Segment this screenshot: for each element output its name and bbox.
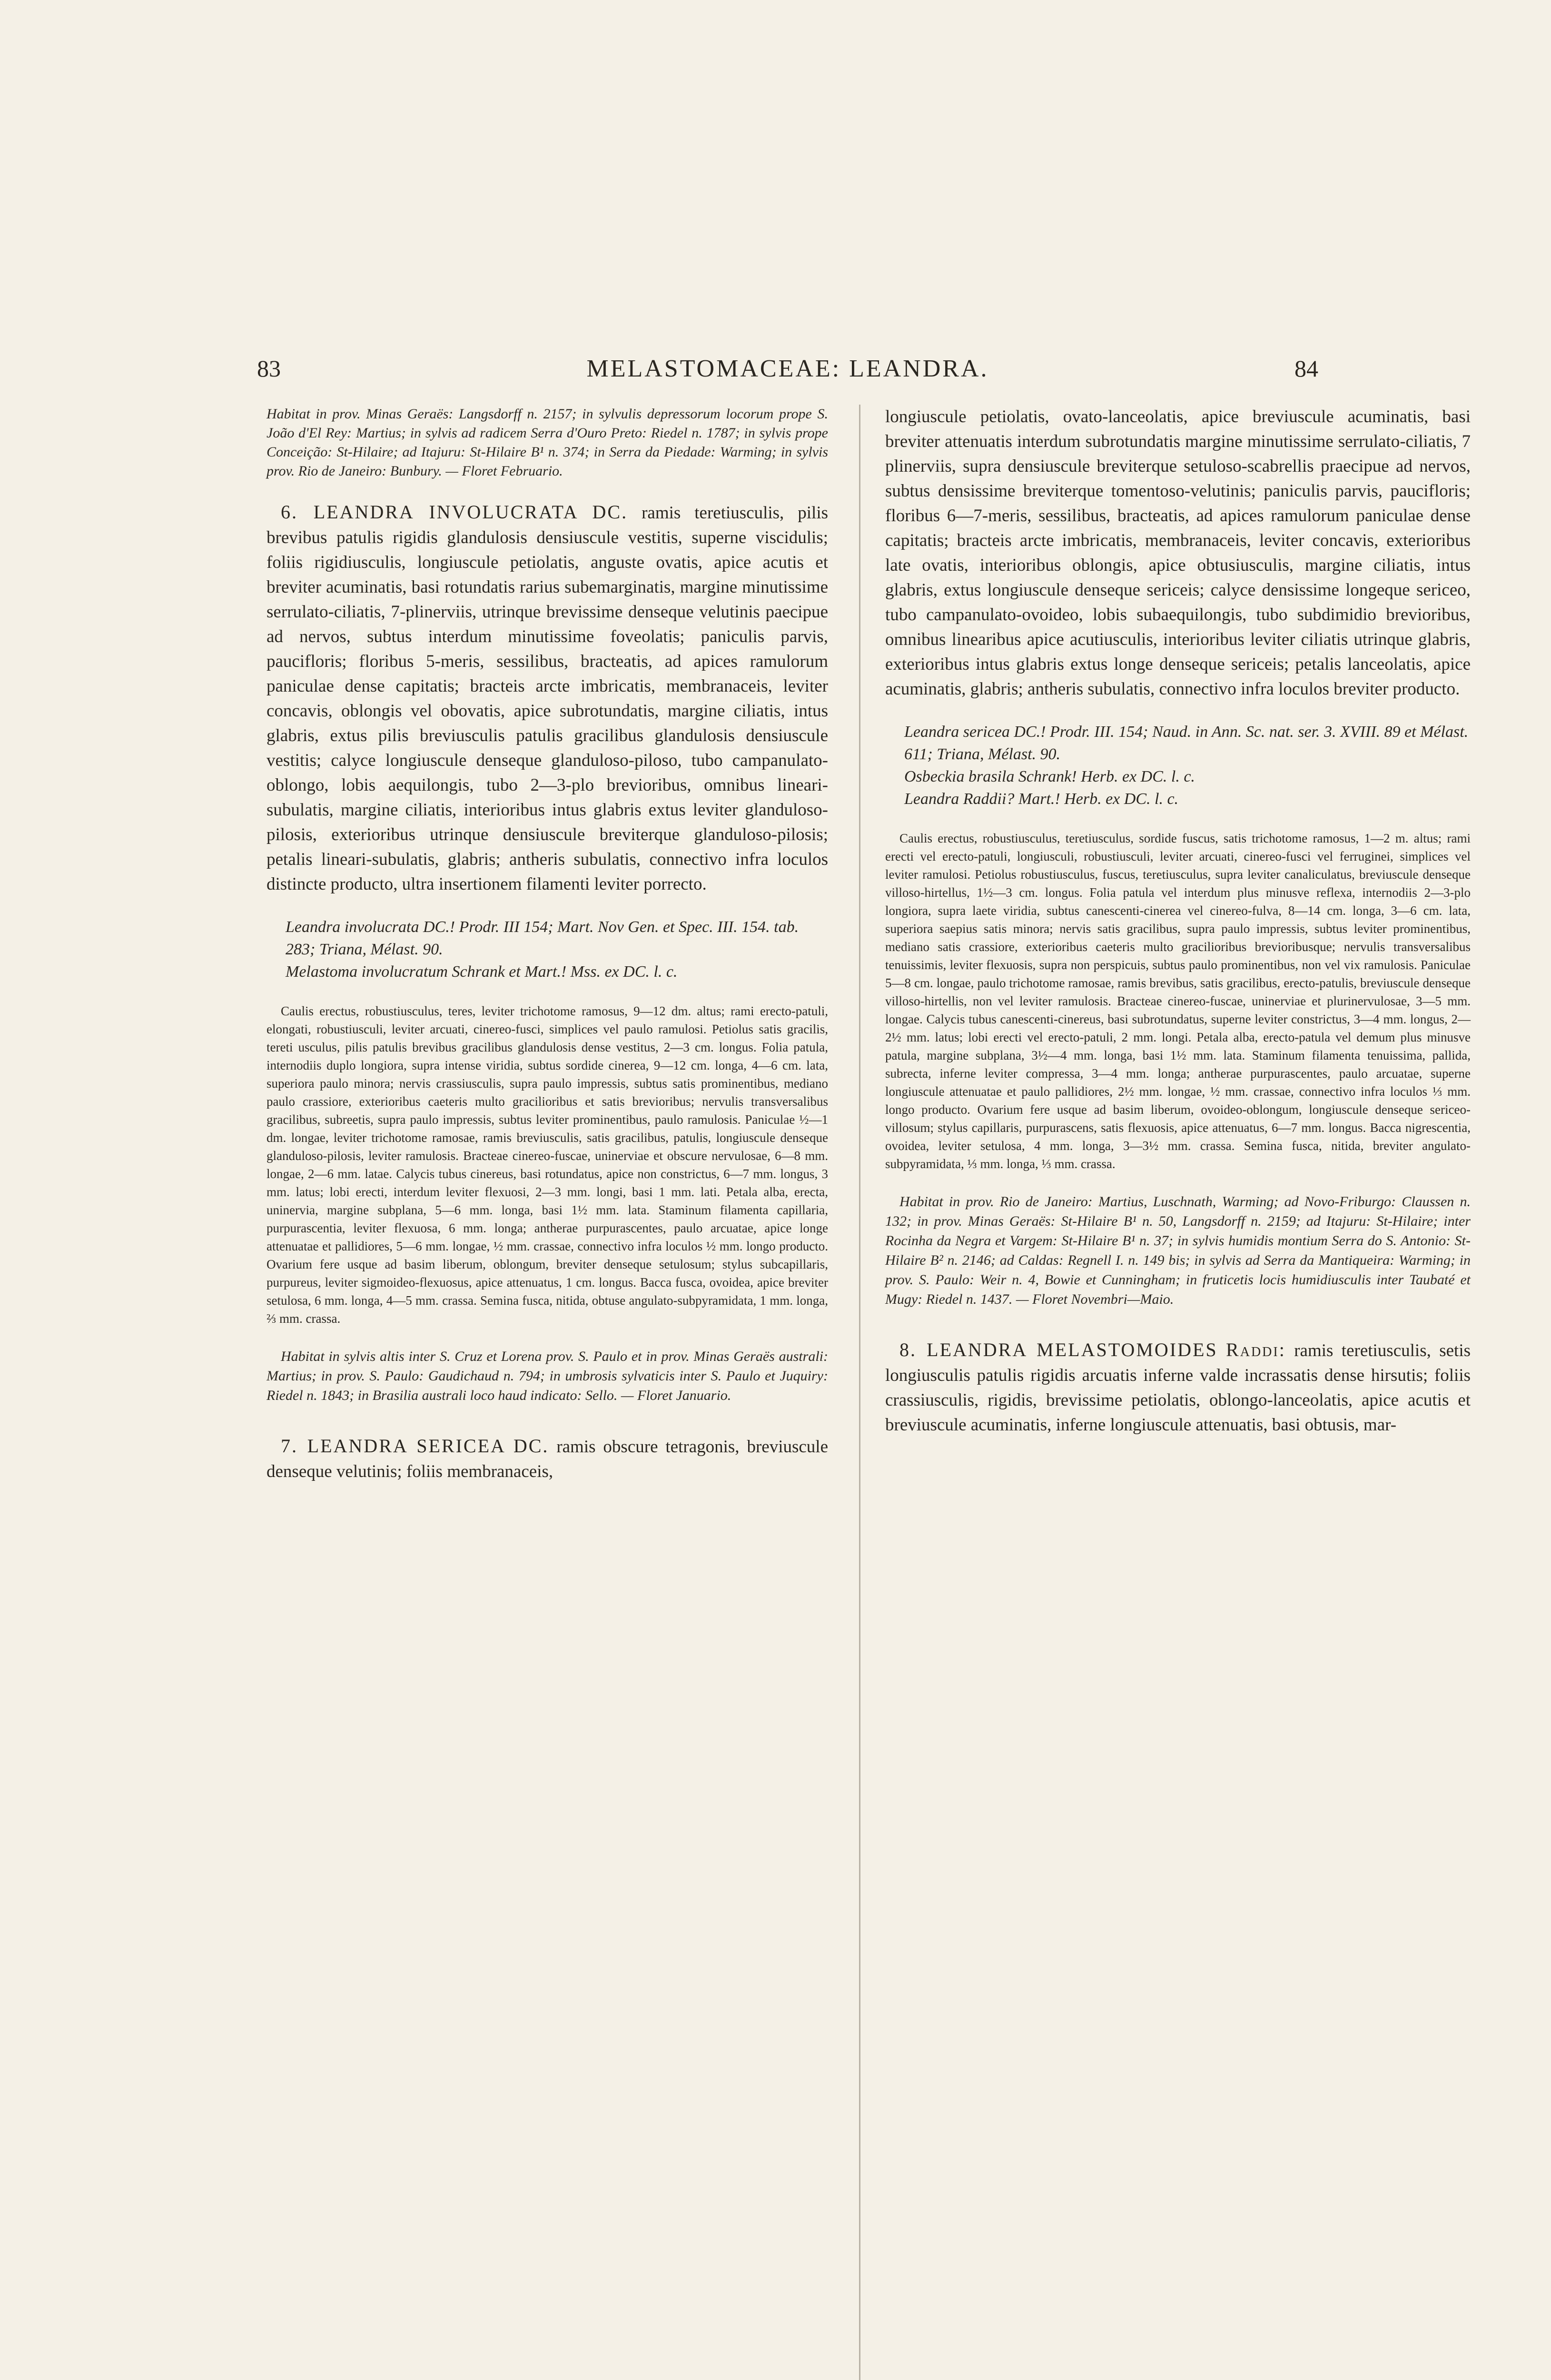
species-6-habitat: Habitat in sylvis altis inter S. Cruz et Lorena prov. S. Paulo et in prov. Minas Geraës australi: Martius; in prov. S. Paulo: Gaudichaud n. 794; in umbrosis sylvaticis inter S. Paulo et Juquiry: Riedel n. 1843; in Brasilia australi loco haud indicato: Sello. — Floret Januario. (267, 1349, 828, 1403)
species-8-text: ramis teretiusculis, setis longiusculis patulis rigidis arcuatis inferne valde incrassatis dense hirsutis; foliis crassiusculis, rigidis, brevissime petiolatis, oblongo-lanceolatis, apice acutis et breviuscule acuminatis, inferne longiuscule attenuatis, basi obtusis, mar- (885, 1341, 1471, 1435)
column-divider (859, 405, 860, 2380)
left-column (267, 405, 828, 1484)
synonym-line: Osbeckia brasila Schrank! Herb. ex DC. l. c. (904, 768, 1195, 785)
species-6-description: Caulis erectus, robustiusculus, teres, leviter trichotome ramosus, 9—12 dm. altus; rami erecto-patuli, elongati, robustiusculi, leviter arcuati, cinereo-fusci, simplices vel paulo ramulosi. Petiolus satis gracilis, tereti usculus, pilis patulis brevibus gracilibus glandulosis dense vestitus, 2—3 cm. longus. Folia patula, internodiis duplo longiora, supra intense viridia, subtus sordide cinerea, 9—12 cm. longa, 4—6 cm. lata, superiora paulo minora; nervis crassiusculis, supra paulo impressis, subtus satis prominentibus, mediano paulo crassiore, exterioribus caeteris multo gracilioribus et satis brevioribus; nervulis transversalibus gracilibus, subreetis, supra paulo impressis, subtus leviter prominentibus, paulo ramulosis. Paniculae ½—1 dm. longae, leviter trichotome ramosae, ramis breviusculis, satis gracilibus, patulis, longiuscule denseque glanduloso-pilosis, leviter ramulosis. Bracteae cinereo-fuscae, uninerviae et obscure nervulosae, 6—8 mm. longae, 2—6 mm. latae. Calycis tubus cinereus, basi rotundatus, apice non constrictus, 6—7 mm. longus, 3 mm. latus; lobi erecti, interdum leviter flexuosi, 2—3 mm. longi, basi 1 mm. lati. Petala alba, erecta, uninervia, margine subplana, 5—6 mm. longa, basi 1½ mm. lata. Staminum filamenta capillaria, purpurascentia, leviter flexuosa, 6 mm. longa; antherae purpurascentes, paulo arcuatae, apice longe attenuatae et pallidiores, 5—6 mm. longae, ½ mm. crassae, connectivo infra loculos ½ mm. longo producto. Ovarium fere usque ad basim liberum, oblongum, breviter denseque setulosum; stylus subcapillaris, purpureus, leviter sigmoideo-flexuosus, apice attenuatus, 1 cm. longus. Bacca fusca, ovoidea, apice breviter setulosa, 6 mm. longa, 4—5 mm. crassa. Semina fusca, nitida, obtuse angulato-subpyramidata, 1 mm. longa, ⅔ mm. crassa. (267, 1004, 828, 1326)
species-7-habitat: Habitat in prov. Rio de Janeiro: Martius, Luschnath, Warming; ad Novo-Friburgo: Claussen n. 132; in prov. Minas Geraës: St-Hilaire B¹ n. 50, Langsdorff n. 2159; ad Itajuru: St-Hilaire; inter Rocinha da Negra et Vargem: St-Hilaire B¹ n. 37; in sylvis humidis montium Serra do S. Antonio: St-Hilaire B² n. 2146; ad Caldas: Regnell I. n. 149 bis; in sylvis ad Serra da Mantiqueira: Warming; in prov. S. Paulo: Weir n. 4, Bowie et Cunningham; in fruticetis locis humidiusculis inter Taubaté et Mugy: Riedel n. 1437. — Floret Novembri—Maio. (885, 1194, 1471, 1307)
species-7-diagnosis-continued: longiuscule petiolatis, ovato-lanceolatis, apice breviuscule acuminatis, basi breviter attenuatis interdum subrotundatis margine minutissime serrulato-ciliatis, 7 plinerviis, supra densiuscule breviterque setuloso-scabrellis praecipue ad nervos, subtus densissime breviterque tomentoso-velutinis; paniculis parvis, paucifloris; floribus 6—7-meris, sessilibus, bracteatis, ad apices ramulorum paniculae dense capitatis; bracteis arcte imbricatis, membranaceis, leviter concavis, exterioribus late ovatis, interioribus oblongis, apice obtusiusculis, margine ciliatis, intus glabris, extus longiuscule denseque sericeis; calyce densissime longeque sericeo, tubo campanulato-ovoideo, lobis subaequilongis, tubo subdimidio brevioribus, omnibus linearibus apice acutiusculis, interioribus leviter ciliatis utrinque glabris, exterioribus intus glabris extus longe denseque sericeis; petalis lanceolatis, apice acuminatis, glabris; antheris subulatis, connectivo infra loculos breviter producto. (885, 407, 1471, 699)
species-7-description: Caulis erectus, robustiusculus, teretiusculus, sordide fuscus, satis trichotome ramosus, 1—2 m. altus; rami erecti vel erecto-patuli, longiusculi, robustiusculi, leviter arcuati, cinereo-fusci vel ferruginei, simplices vel leviter ramulosi. Petiolus robustiusculus, fuscus, teretiusculus, supra leviter canaliculatus, breviuscule denseque villoso-hirtellus, 1½—3 cm. longus. Folia patula vel interdum plus minusve reflexa, internodiis 2—3-plo longiora, supra laete viridia, subtus canescenti-cinerea vel cinereo-fulva, 8—14 cm. longa, 3—6 cm. lata, superiora saepius satis minora; nervis satis gracilibus, supra paulo impressis, subtus leviter prominentibus, mediano satis crassiore, exterioribus caeteris multo gracilioribus brevioribusque; nervulis transversalibus tenuissimis, leviter flexuosis, supra non perspicuis, subtus paulo prominentibus, non vel vix ramulosis. Paniculae 5—8 cm. longae, paulo trichotome ramosae, ramis brevibus, satis gracilibus, erecto-patulis, breviuscule denseque villoso-hirtellis, non vel leviter ramulosis. Bracteae cinereo-fuscae, uninerviae et plurinervulosae, 3—5 mm. longae. Calycis tubus canescenti-cinereus, basi subrotundatus, superne leviter constrictus, 3—4 mm. longus, 2—2½ mm. latus; lobi erecti vel erecto-patuli, 2 mm. longi. Petala alba, erecto-patula vel demum plus minusve patula, margine subplana, 3½—4 mm. longa, basi 1½ mm. lata. Staminum filamenta tenuissima, pallida, subrecta, inferne leviter compressa, 3—4 mm. longa; antherae purpurascentes, paulo arcuatae, superne longiuscule attenuatae et paulo pallidiores, 2½ mm. longae, ½ mm. crassae, connectivo infra loculos ⅓ mm. longo producto. Ovarium fere usque ad basim liberum, ovoideo-oblongum, longiuscule denseque sericeo-villosum; stylus capillaris, purpurascens, satis flexuosis, apice attenuatus, 6—7 mm. longus. Bacca nigrescentia, ovoidea, leviter setulosa, 4 mm. longa, 3—3½ mm. crassa. Semina fusca, nitida, breviter angulato-subpyramidata, ⅓ mm. longa, ⅓ mm. crassa. (885, 831, 1471, 1171)
species-6-author: DC. (592, 501, 628, 523)
species-8-diagnosis (885, 1338, 1471, 1438)
page-number-right: 84 (1294, 355, 1318, 382)
page-header (257, 355, 1318, 393)
species-6-heading: 6. LEANDRA INVOLUCRATA (281, 501, 579, 523)
species-7-synonyms (904, 721, 1471, 810)
synonym-line: Leandra involucrata DC.! Prodr. III 154; Mart. Nov Gen. et Spec. III. 154. tab. 283; Triana, Mélast. 90. (286, 918, 799, 958)
right-column (885, 405, 1471, 1438)
synonym-line: Leandra Raddii? Mart.! Herb. ex DC. l. c. (904, 790, 1179, 808)
species-7-heading: 7. LEANDRA SERICEA (281, 1435, 506, 1457)
synonym-line: Leandra sericea DC.! Prodr. III. 154; Naud. in Ann. Sc. nat. ser. 3. XVIII. 89 et Mélast. 611; Triana, Mélast. 90. (904, 723, 1469, 763)
species-7-diagnosis (267, 1434, 828, 1484)
species-7-text: ramis obscure tetragonis, breviuscule denseque velutinis; foliis membranaceis, (267, 1437, 829, 1481)
species-6-diagnosis (267, 500, 828, 897)
species-8-author: Raddi: (1226, 1339, 1286, 1360)
page-number-left: 83 (257, 355, 281, 382)
running-title: MELASTOMACEAE: LEANDRA. (586, 355, 989, 382)
synonym-line: Melastoma involucratum Schrank et Mart.! Mss. ex DC. l. c. (286, 963, 678, 981)
species-6-synonyms (286, 916, 828, 983)
habitat-paragraph: Habitat in prov. Minas Geraës: Langsdorff n. 2157; in sylvulis depressorum locorum prope S. João d'El Rey: Martius; in sylvis ad radicem Serra d'Ouro Preto: Riedel n. 1787; in sylvis prope Conceição: St-Hilaire; ad Itajuru: St-Hilaire B¹ n. 374; in Serra da Piedade: Warming; in sylvis prov. Rio de Janeiro: Bunbury. — Floret Februario. (267, 406, 828, 479)
species-7-author: DC. (513, 1435, 549, 1457)
species-8-heading: 8. LEANDRA MELASTOMOIDES (899, 1339, 1218, 1360)
species-6-text: ramis teretiusculis, pilis brevibus patulis rigidis glandulosis densiuscule vestitis, superne viscidulis; foliis rigidiusculis, longiuscule petiolatis, anguste ovatis, apice acutis et breviter acuminatis, basi rotundatis rarius subemarginatis, margine minutissime serrulato-ciliatis, 7-plinerviis, utrinque brevissime denseque velutinis paecipue ad nervos, subtus interdum minutissime foveolatis; paniculis parvis, paucifloris; floribus 5-meris, sessilibus, bracteatis, ad apices ramulorum paniculae dense capitatis; bracteis arcte imbricatis, membranaceis, leviter concavis, oblongis vel obovatis, apice subrotundatis, margine ciliatis, intus glabris, extus pilis breviusculis patulis gracilibus glandulosis densiuscule vestitis; calyce longiuscule denseque glanduloso-piloso, tubo campanulato-oblongo, lobis aequilongis, tubo 2—3-plo brevioribus, omnibus lineari-subulatis, margine ciliatis, interioribus intus glabris extus leviter glanduloso-pilosis, exterioribus utrinque densiuscule breviterque glanduloso-pilosis; petalis lineari-subulatis, glabris; antheris subulatis, connectivo infra loculos distincte producto, ultra insertionem filamenti leviter porrecto. (267, 503, 828, 894)
